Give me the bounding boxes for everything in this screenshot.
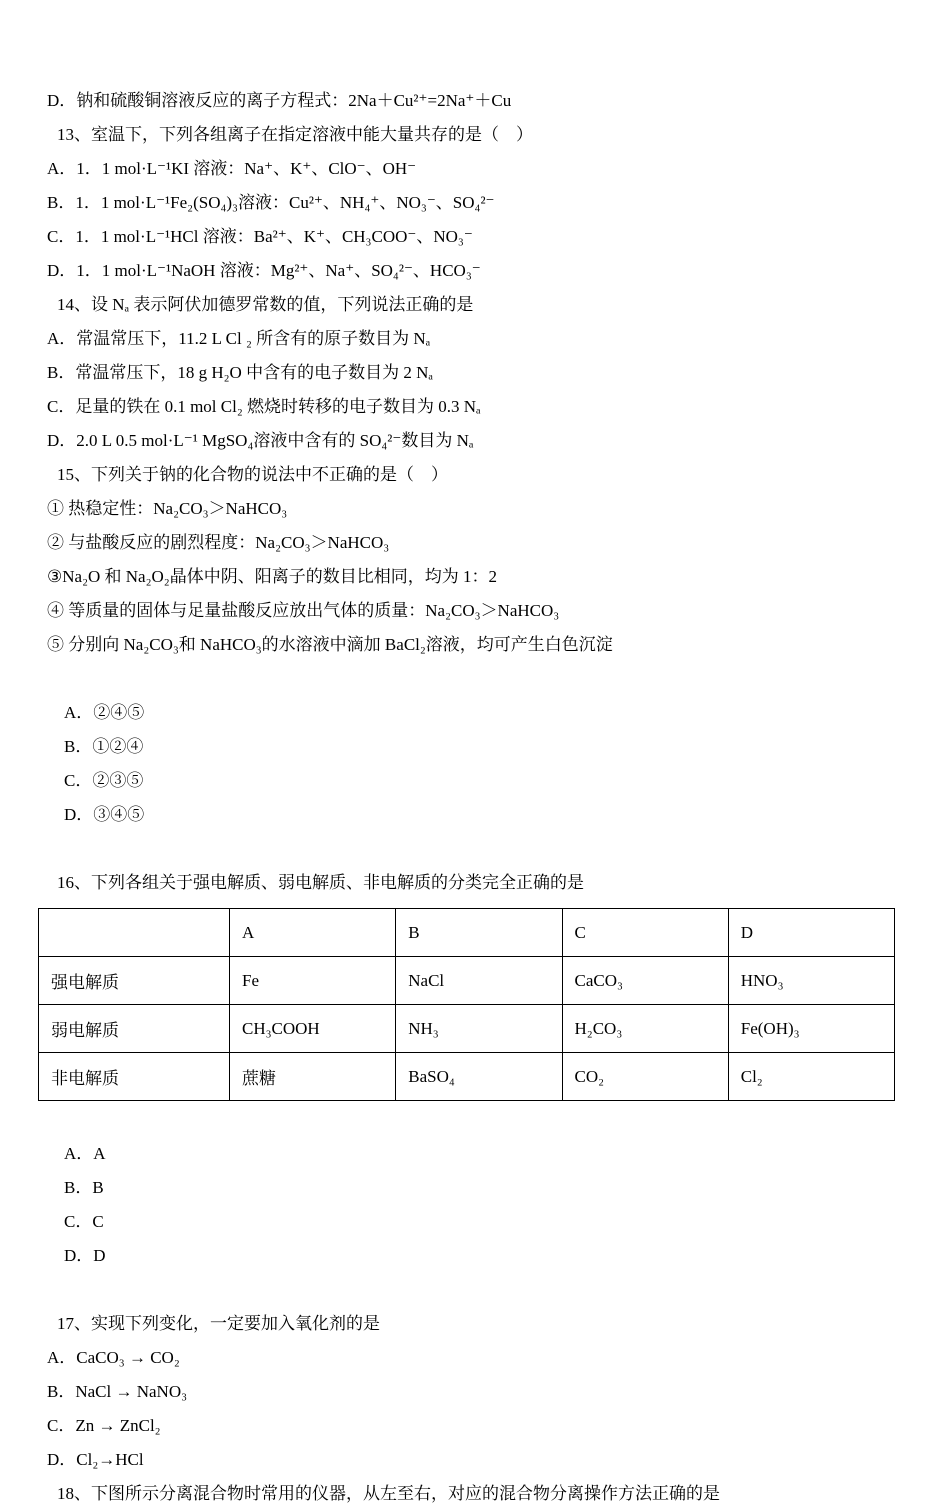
q17-option-a: A．CaCO₃ → CO₂: [47, 1348, 180, 1367]
q16-table-row-non: [39, 1053, 895, 1101]
q15-answer-b: B．①②④: [64, 737, 144, 756]
q14-option-a: A．常温常压下，11.2 L Cl ₂ 所含有的原子数目为 Nₐ: [47, 329, 431, 348]
q14-option-b: B．常温常压下，18 g H₂O 中含有的电子数目为 2 Nₐ: [47, 363, 433, 382]
q15-statement-1: ① 热稳定性：Na₂CO₃＞NaHCO₃: [47, 499, 288, 518]
q15-stem: 15、下列关于钠的化合物的说法中不正确的是（ ）: [57, 465, 448, 484]
q15-answer-row: [47, 662, 902, 866]
q16-cell: H₂CO₃: [562, 1005, 728, 1053]
q13-option-d: D．1．1 mol·L⁻¹NaOH 溶液：Mg²⁺、Na⁺、SO₄²⁻、HCO₃⁻: [47, 261, 481, 280]
q16-cell: CaCO₃: [562, 957, 728, 1005]
q16-table-row-strong: [39, 957, 895, 1005]
q14-stem: 14、设 Nₐ 表示阿伏加德罗常数的值，下列说法正确的是: [57, 295, 474, 314]
q16-stem: 16、下列各组关于强电解质、弱电解质、非电解质的分类完全正确的是: [57, 873, 584, 892]
q16-answer-b: B．B: [64, 1178, 104, 1197]
q16-answer-row: [47, 1103, 902, 1307]
q16-table-header-row: [39, 909, 895, 957]
q15-answer-d: D．③④⑤: [64, 805, 145, 824]
q16-cell: HNO₃: [728, 957, 894, 1005]
q16-row-label-weak: 弱电解质: [39, 1005, 230, 1053]
q17-option-c: C．Zn → ZnCl₂: [47, 1416, 161, 1435]
q16-table-row-weak: [39, 1005, 895, 1053]
q16-row-label-strong: 强电解质: [39, 957, 230, 1005]
q16-table-corner-cell: [39, 909, 230, 957]
q16-row-label-non: 非电解质: [39, 1053, 230, 1101]
q16-cell: Cl₂: [728, 1053, 894, 1101]
q14-option-c: C．足量的铁在 0.1 mol Cl₂ 燃烧时转移的电子数目为 0.3 Nₐ: [47, 397, 481, 416]
q16-table-header-b: B: [396, 909, 562, 957]
q16-cell: NH₃: [396, 1005, 562, 1053]
q16-table-header-c: C: [562, 909, 728, 957]
q16-cell: CH₃COOH: [230, 1005, 396, 1053]
q15-statement-2: ② 与盐酸反应的剧烈程度：Na₂CO₃＞NaHCO₃: [47, 533, 390, 552]
q16-cell: Fe: [230, 957, 396, 1005]
q13-option-b: B．1．1 mol·L⁻¹Fe₂(SO₄)₃溶液：Cu²⁺、NH₄⁺、NO₃⁻、SO₄²⁻: [47, 193, 495, 212]
q16-cell: Fe(OH)₃: [728, 1005, 894, 1053]
q13-option-c: C．1．1 mol·L⁻¹HCl 溶液：Ba²⁺、K⁺、CH₃COO⁻、NO₃⁻: [47, 227, 473, 246]
q18-stem: 18、下图所示分离混合物时常用的仪器，从左至右，对应的混合物分离操作方法正确的是: [57, 1484, 720, 1503]
q16-table-header-d: D: [728, 909, 894, 957]
q16-cell: 蔗糖: [230, 1053, 396, 1101]
q12-option-d: D．钠和硫酸铜溶液反应的离子方程式：2Na＋Cu²⁺=2Na⁺＋Cu: [47, 91, 512, 110]
q16-answer-d: D．D: [64, 1246, 106, 1265]
q16-answer-c: C．C: [64, 1212, 104, 1231]
q16-table: [38, 908, 895, 1101]
q16-cell: NaCl: [396, 957, 562, 1005]
q16-cell: CO₂: [562, 1053, 728, 1101]
q15-statement-5: ⑤ 分别向 Na₂CO₃和 NaHCO₃的水溶液中滴加 BaCl₂溶液，均可产生白色沉淀: [47, 635, 613, 654]
q15-answer-a: A．②④⑤: [64, 703, 145, 722]
q15-answer-c: C．②③⑤: [64, 771, 144, 790]
q17-stem: 17、实现下列变化，一定要加入氧化剂的是: [57, 1314, 380, 1333]
q15-statement-4: ④ 等质量的固体与足量盐酸反应放出气体的质量：Na₂CO₃＞NaHCO₃: [47, 601, 560, 620]
q16-answer-a: A．A: [64, 1144, 106, 1163]
q17-option-d: D．Cl₂→HCl: [47, 1450, 144, 1469]
q16-table-header-a: A: [230, 909, 396, 957]
q13-option-a: A．1．1 mol·L⁻¹KI 溶液：Na⁺、K⁺、ClO⁻、OH⁻: [47, 159, 417, 178]
q17-option-b: B．NaCl → NaNO₃: [47, 1382, 188, 1401]
q13-stem: 13、室温下，下列各组离子在指定溶液中能大量共存的是（ ）: [57, 125, 533, 144]
q14-option-d: D．2.0 L 0.5 mol·L⁻¹ MgSO₄溶液中含有的 SO₄²⁻数目为 Nₐ: [47, 431, 474, 450]
q16-cell: BaSO₄: [396, 1053, 562, 1101]
q15-statement-3: ③Na₂O 和 Na₂O₂晶体中阴、阳离子的数目比相同，均为 1：2: [47, 567, 497, 586]
